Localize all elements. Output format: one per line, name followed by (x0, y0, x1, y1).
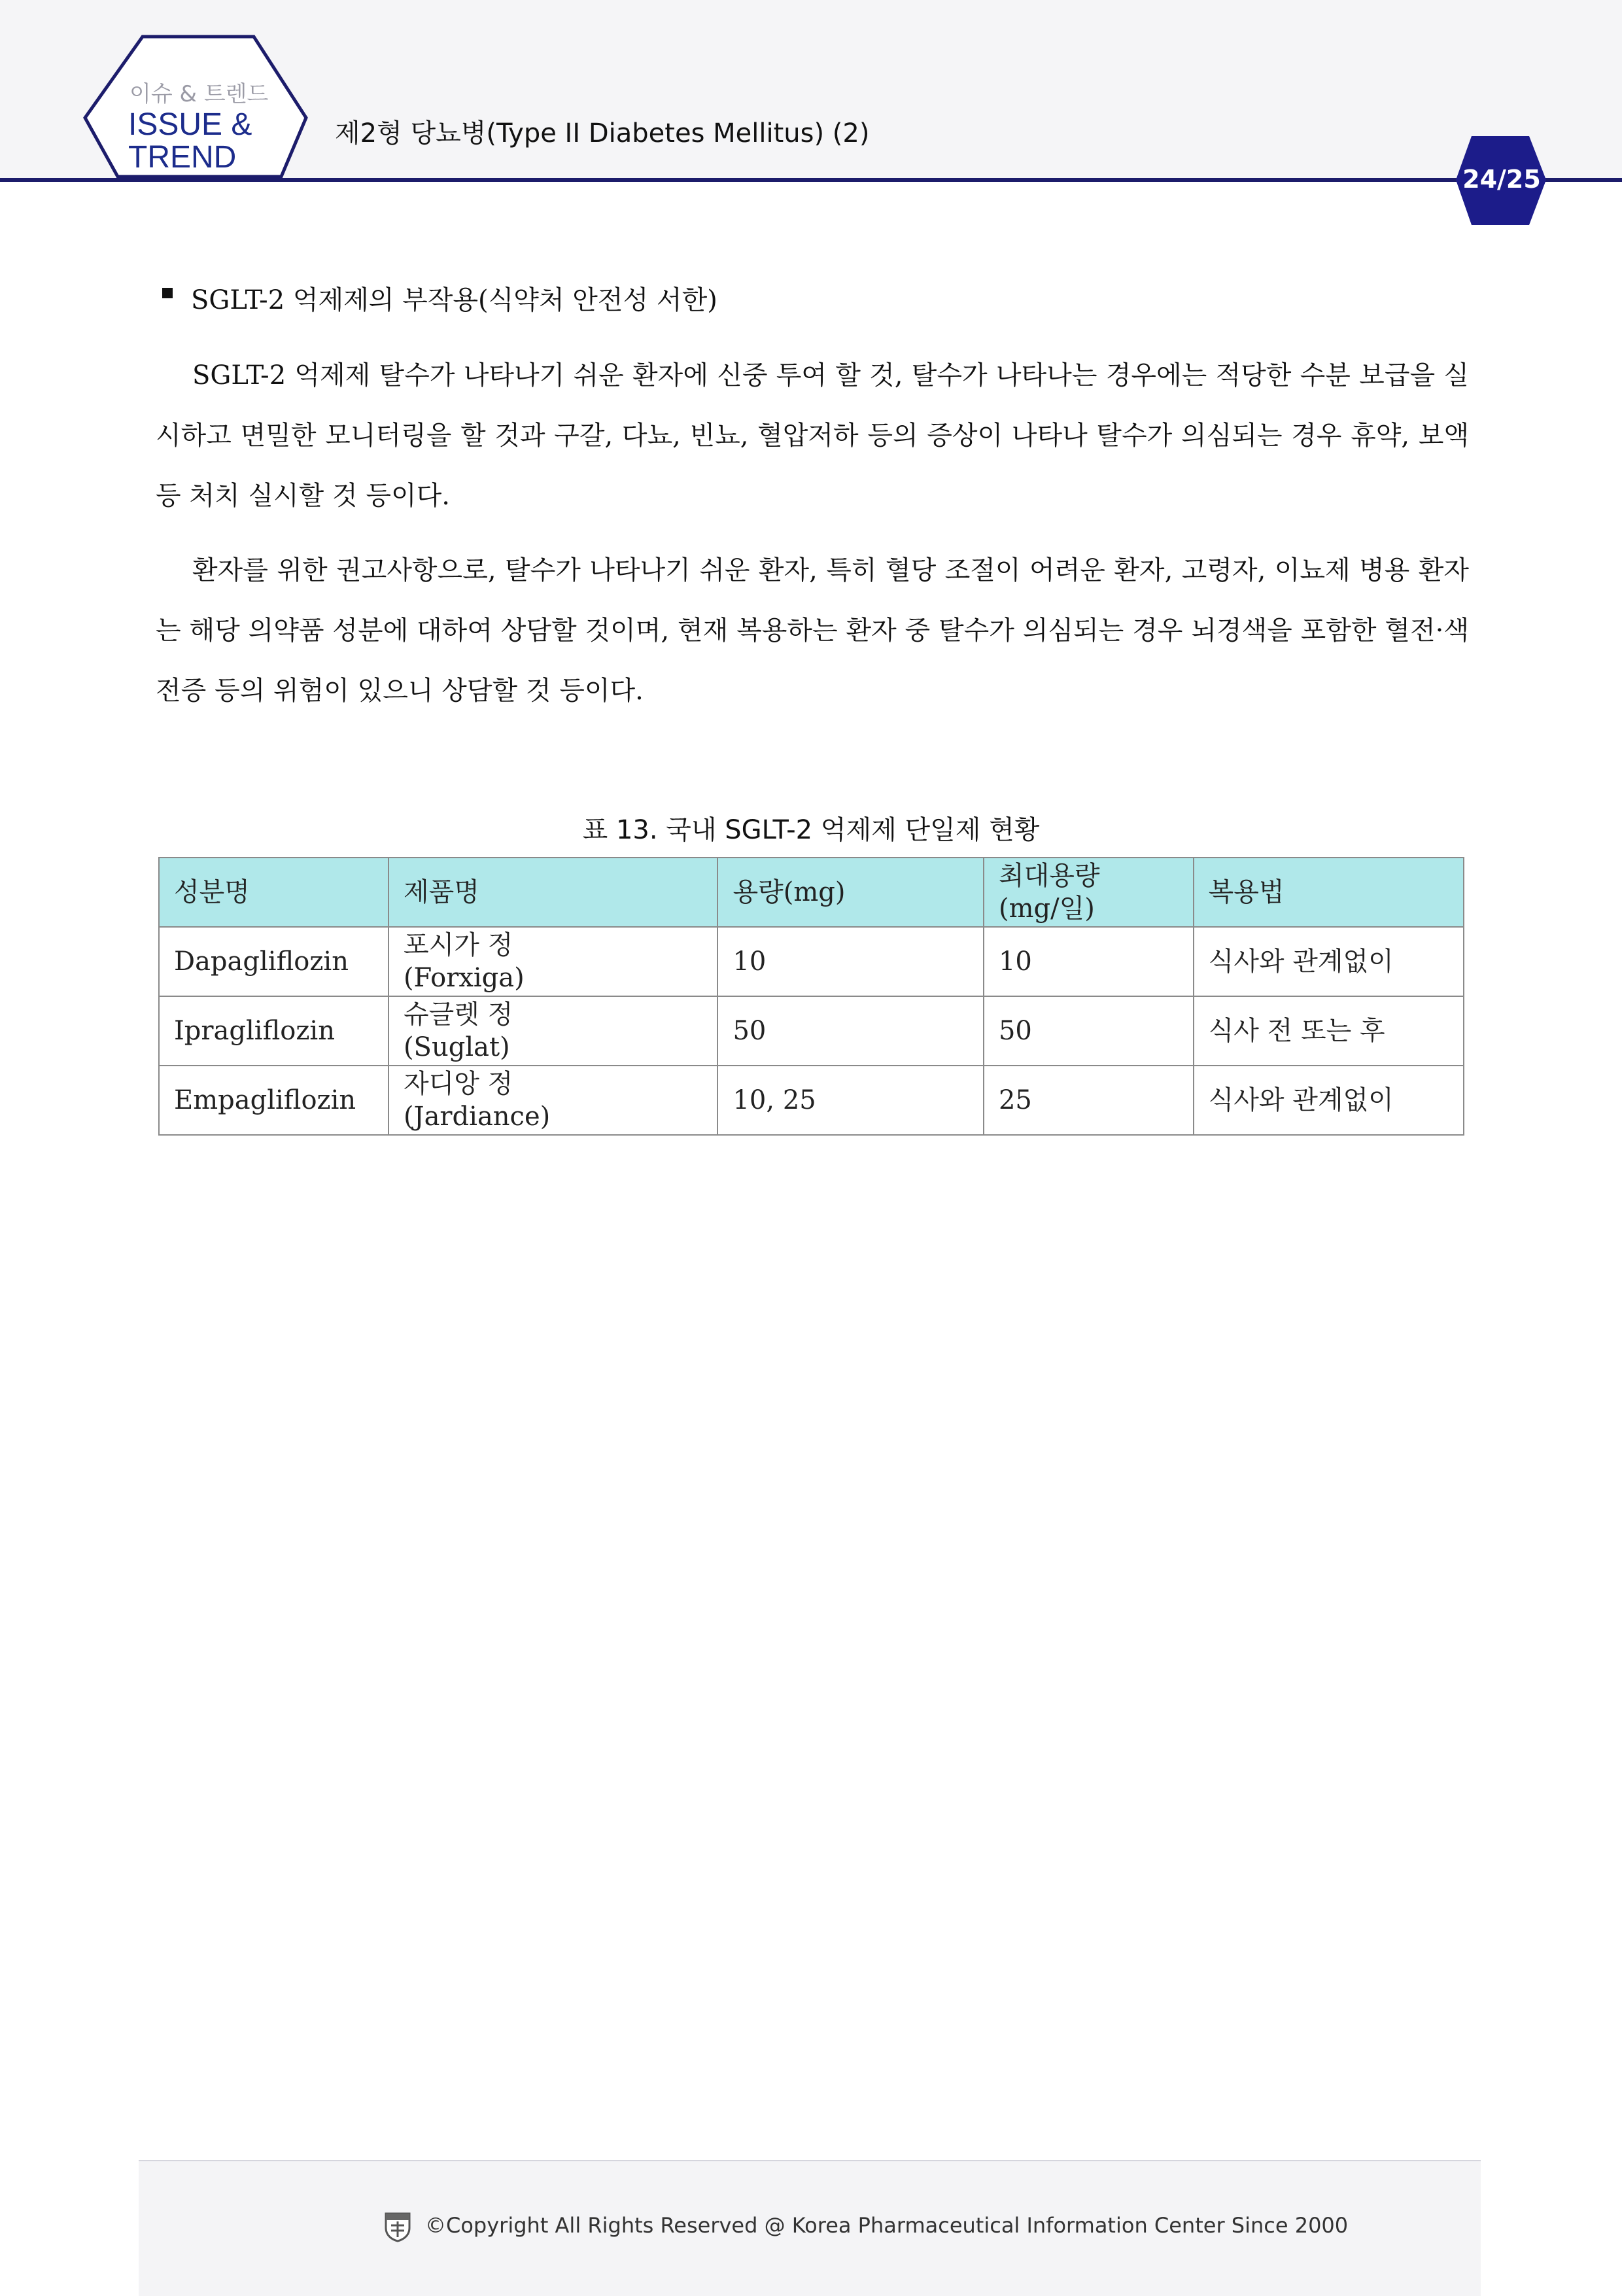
paragraph-1-text: SGLT-2 억제제 탈수가 나타나기 쉬운 환자에 신중 투여 할 것, 탈수가 나타나는 경우에는 적당한 수분 보급을 실시하고 면밀한 모니터링을 할 것과 구갈, 다뇨, 빈뇨, 혈압저하 등의 증상이 나타나 탈수가 의심되는 경우 휴약, 보액 등 처치 실시할 것 등이다. (156, 360, 1469, 511)
cell-dose: 10 (717, 927, 983, 996)
cell-administration: 식사 전 또는 후 (1194, 996, 1464, 1066)
table-header-row (159, 858, 1464, 927)
cell-product: 자디앙 정 (Jardiance) (388, 1066, 718, 1135)
paragraph-1 (156, 345, 1469, 526)
cell-product: 슈글렛 정 (Suglat) (388, 996, 718, 1066)
table-caption: 표 13. 국내 SGLT-2 억제제 단일제 현황 (582, 815, 1040, 845)
cell-dose: 10, 25 (717, 1066, 983, 1135)
header-product: 제품명 (388, 858, 718, 927)
copyright-text: ©Copyright All Rights Reserved @ Korea Pharmaceutical Information Center Since 2000 (425, 2213, 1349, 2238)
section-title: SGLT-2 억제제의 부작용(식약처 안전성 서한) (191, 285, 717, 315)
document-title: 제2형 당뇨병(Type II Diabetes Mellitus) (2) (335, 118, 870, 148)
table-row (159, 927, 1464, 996)
shield-logo-icon (383, 2211, 412, 2242)
cell-ingredient: Empagliflozin (159, 1066, 388, 1135)
cell-ingredient: Ipragliflozin (159, 996, 388, 1066)
cell-max-dose: 10 (984, 927, 1194, 996)
paragraph-2 (156, 540, 1469, 721)
paragraph-2-text: 환자를 위한 권고사항으로, 탈수가 나타나기 쉬운 환자, 특히 혈당 조절이 어려운 환자, 고령자, 이뇨제 병용 환자는 해당 의약품 성분에 대하여 상담할 것이며, 현재 복용하는 환자 중 탈수가 의심되는 경우 뇌경색을 포함한 혈전·색전증 등의 위험이 있으니 상담할 것 등이다. (156, 555, 1469, 706)
cell-max-dose: 50 (984, 996, 1194, 1066)
header-max-dose: 최대용량 (mg/일) (984, 858, 1194, 927)
table-row (159, 996, 1464, 1066)
cell-administration: 식사와 관계없이 (1194, 927, 1464, 996)
badge-korean-label: 이슈 & 트렌드 (129, 81, 269, 107)
header-dose: 용량(mg) (717, 858, 983, 927)
cell-dose: 50 (717, 996, 983, 1066)
badge-issue-label: ISSUE & (128, 107, 252, 142)
badge-trend-label: TREND (128, 140, 237, 175)
bullet-icon (162, 288, 173, 298)
sglt2-table (158, 857, 1464, 1136)
cell-administration: 식사와 관계없이 (1194, 1066, 1464, 1135)
header-ingredient: 성분명 (159, 858, 388, 927)
header-administration: 복용법 (1194, 858, 1464, 927)
cell-ingredient: Dapagliflozin (159, 927, 388, 996)
cell-product: 포시가 정 (Forxiga) (388, 927, 718, 996)
page-number: 24/25 (1462, 165, 1541, 194)
cell-max-dose: 25 (984, 1066, 1194, 1135)
table-row (159, 1066, 1464, 1135)
